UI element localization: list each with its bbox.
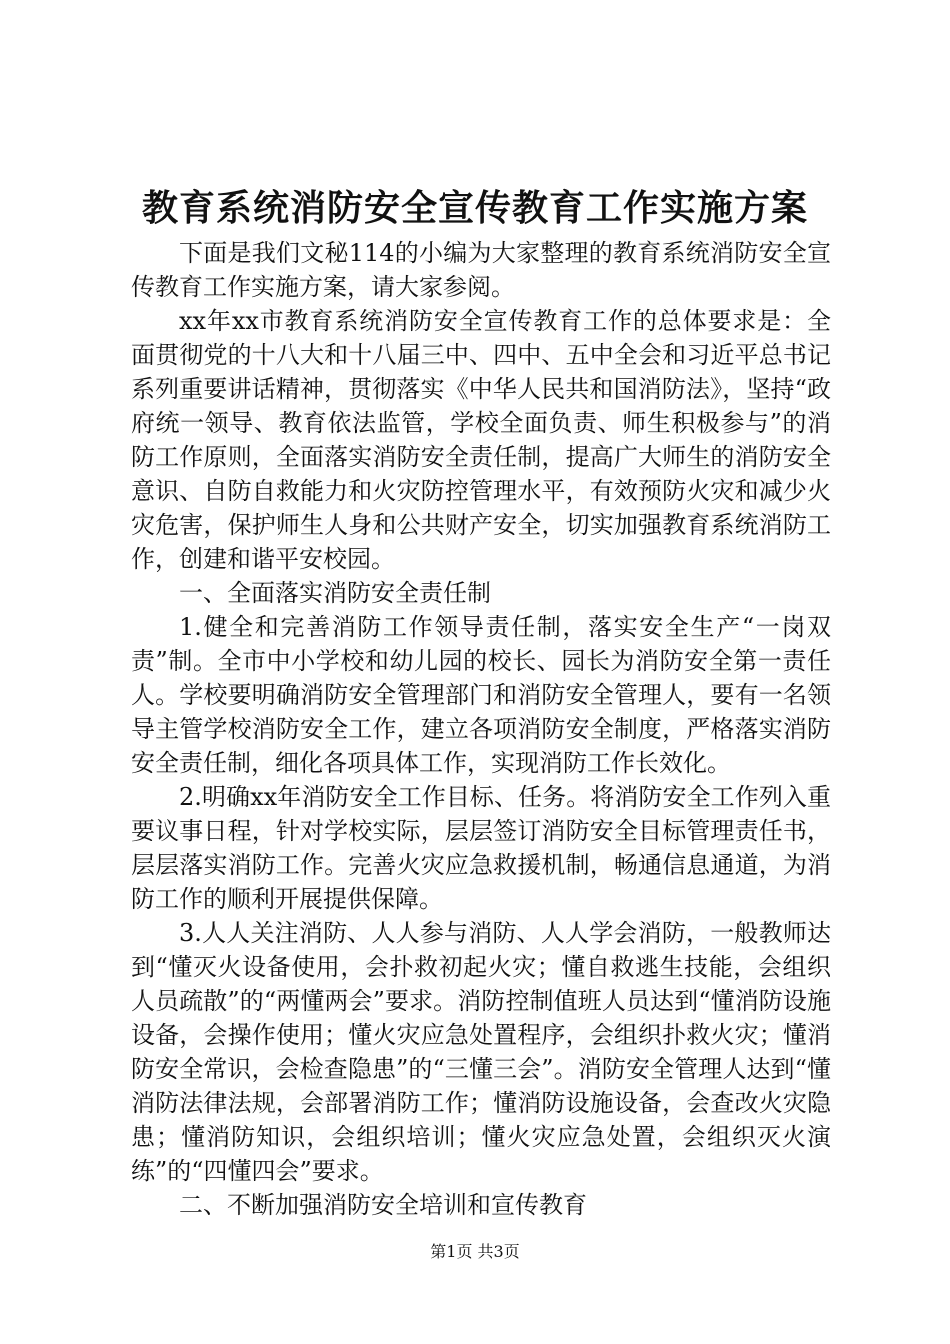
paragraph-item-2: 2.明确xx年消防安全工作目标、任务。将消防安全工作列入重要议事日程，针对学校实际，层层签订消防安全目标管理责任书，层层落实消防工作。完善火灾应急救援机制，畅通信息通道，为消防工作的顺利开展提供保障。 bbox=[131, 783, 831, 913]
document-title: 教育系统消防安全宣传教育工作实施方案 bbox=[141, 187, 808, 229]
section-heading-1: 一、全面落实消防安全责任制 bbox=[179, 579, 491, 607]
paragraph-item-3: 3.人人关注消防、人人参与消防、人人学会消防，一般教师达到“懂灭火设备使用，会扑救初起火灾；懂自救逃生技能，会组织人员疏散”的“两懂两会”要求。消防控制值班人员达到“懂消防设施设备，会操作使用；懂火灾应急处置程序，会组织扑救火灾；懂消防安全常识，会检查隐患”的“三懂三会”。消防安全管理人达到“懂消防法律法规，会部署消防工作；懂消防设施设备，会查改火灾隐患；懂消防知识，会组织培训；懂火灾应急处置，会组织灭火演练”的“四懂四会”要求。 bbox=[131, 919, 831, 1185]
paragraph-intro: 下面是我们文秘114的小编为大家整理的教育系统消防安全宣传教育工作实施方案，请大家参阅。 bbox=[131, 239, 831, 301]
section-heading-2: 二、不断加强消防安全培训和宣传教育 bbox=[179, 1191, 587, 1219]
document-body bbox=[131, 236, 831, 1222]
paragraph-general-requirements: xx年xx市教育系统消防安全宣传教育工作的总体要求是：全面贯彻党的十八大和十八届三中、四中、五中全会和习近平总书记系列重要讲话精神，贯彻落实《中华人民共和国消防法》，坚持“政府统一领导、教育依法监管，学校全面负责、师生积极参与”的消防工作原则，全面落实消防安全责任制，提高广大师生的消防安全意识、自防自救能力和火灾防控管理水平，有效预防火灾和减少火灾危害，保护师生人身和公共财产安全，切实加强教育系统消防工作，创建和谐平安校园。 bbox=[131, 307, 831, 573]
page-footer: 第1页 共3页 bbox=[430, 1242, 520, 1261]
paragraph-item-1: 1.健全和完善消防工作领导责任制，落实安全生产“一岗双责”制。全市中小学校和幼儿园的校长、园长为消防安全第一责任人。学校要明确消防安全管理部门和消防安全管理人，要有一名领导主管学校消防安全工作，建立各项消防安全制度，严格落实消防安全责任制，细化各项具体工作，实现消防工作长效化。 bbox=[131, 613, 831, 777]
